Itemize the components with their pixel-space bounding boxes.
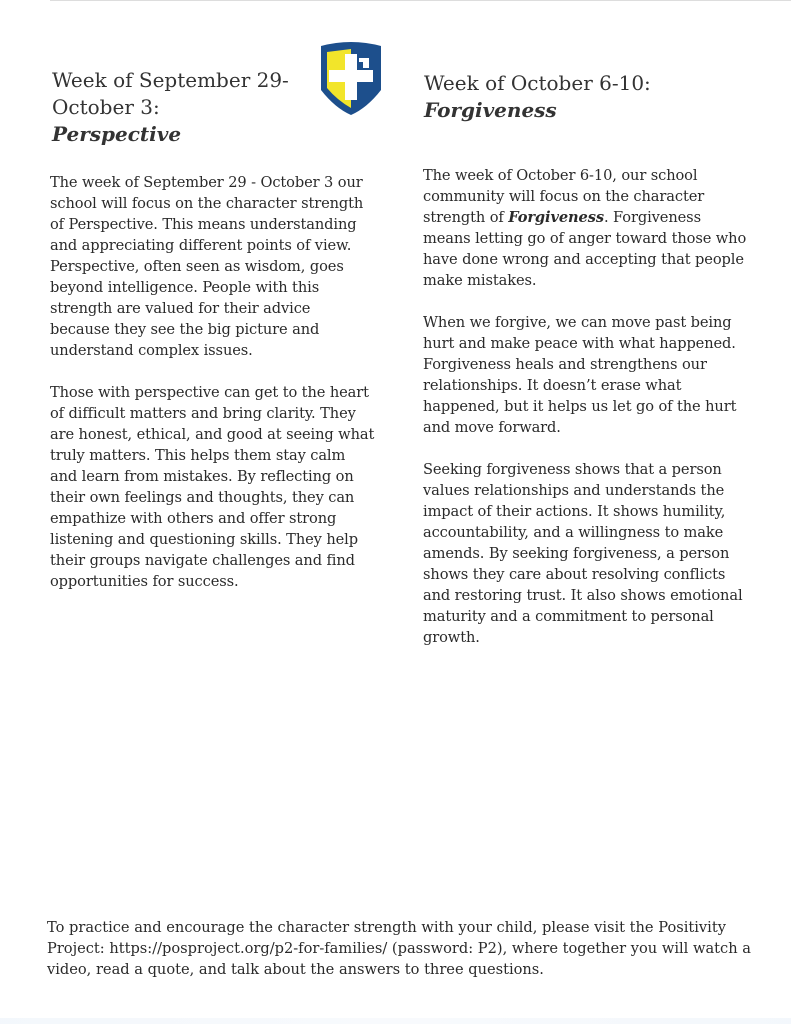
- footer-note: [47, 917, 751, 980]
- text-line: have done wrong and accepting that people: [423, 251, 744, 268]
- heading-line: Week of October 6-10:: [424, 71, 651, 95]
- text-line: maturity and a commitment to personal: [423, 608, 714, 625]
- paragraph: [423, 312, 746, 438]
- text-line: and learn from mistakes. By reflecting on: [50, 468, 354, 485]
- text-line: make mistakes.: [423, 272, 537, 289]
- text-line: are honest, ethical, and good at seeing what: [50, 426, 375, 443]
- text-run: . Forgiveness: [603, 209, 701, 226]
- text-line: Seeking forgiveness shows that a person: [423, 461, 722, 478]
- text-line: relationships. It doesn’t erase what: [423, 377, 682, 394]
- text-line: hurt and make peace with what happened.: [423, 335, 736, 352]
- scan-edge: [0, 1018, 791, 1024]
- text-line: The week of September 29 - October 3 our: [50, 174, 363, 191]
- text-line: video, read a quote, and talk about the answers to three questions.: [47, 961, 544, 978]
- text-line: truly matters. This helps them stay calm: [50, 447, 346, 464]
- text-line: values relationships and understands the: [423, 482, 725, 499]
- text-line: impact of their actions. It shows humility,: [423, 503, 726, 520]
- text-line: listening and questioning skills. They help: [50, 531, 358, 548]
- text-line: understand complex issues.: [50, 342, 253, 359]
- text-line: When we forgive, we can move past being: [423, 314, 732, 331]
- strength-title: Perspective: [52, 122, 182, 146]
- text-line: of Perspective. This means understanding: [50, 216, 357, 233]
- paragraph: [423, 165, 746, 291]
- text-line: and appreciating different points of view.: [50, 237, 352, 254]
- heading-line: October 3:: [52, 95, 160, 119]
- text-line: Project: https://posproject.org/p2-for-families/ (password: P2), where together you will watch a: [47, 940, 751, 957]
- strength-title: Forgiveness: [424, 98, 557, 122]
- text-line: strength are valued for their advice: [50, 300, 311, 317]
- left-column: [50, 172, 374, 613]
- text-line: The week of October 6-10, our school: [423, 167, 698, 184]
- text-line: community will focus on the character: [423, 188, 705, 205]
- text-line: Forgiveness heals and strengthens our: [423, 356, 707, 373]
- shield-cross-icon: [317, 40, 385, 116]
- text-line: shows they care about resolving conflicts: [423, 566, 726, 583]
- text-line: and move forward.: [423, 419, 561, 436]
- text-line: because they see the big picture and: [50, 321, 320, 338]
- text-line: Perspective, often seen as wisdom, goes: [50, 258, 344, 275]
- text-line: empathize with others and offer strong: [50, 510, 337, 527]
- text-line: amends. By seeking forgiveness, a person: [423, 545, 730, 562]
- text-line: opportunities for success.: [50, 573, 239, 590]
- text-run: strength of: [423, 209, 509, 226]
- right-heading: [424, 70, 651, 124]
- text-line: To practice and encourage the character strength with your child, please visit the Positivity: [47, 919, 726, 936]
- paragraph: [50, 172, 374, 361]
- text-line: accountability, and a willingness to make: [423, 524, 724, 541]
- heading-line: Week of September 29-: [52, 68, 289, 92]
- right-column: [423, 165, 746, 669]
- paragraph: [423, 459, 746, 648]
- text-line: [423, 207, 746, 228]
- text-line: their groups navigate challenges and find: [50, 552, 355, 569]
- scan-edge: [50, 0, 791, 1]
- text-line: means letting go of anger toward those who: [423, 230, 747, 247]
- strength-name: Forgiveness: [508, 209, 604, 226]
- text-line: their own feelings and thoughts, they can: [50, 489, 355, 506]
- left-heading: [52, 67, 289, 148]
- text-line: Those with perspective can get to the heart: [50, 384, 369, 401]
- text-line: and restoring trust. It also shows emotional: [423, 587, 743, 604]
- text-line: school will focus on the character strength: [50, 195, 364, 212]
- text-line: growth.: [423, 629, 480, 646]
- paragraph: [50, 382, 374, 592]
- text-line: of difficult matters and bring clarity. They: [50, 405, 356, 422]
- text-line: happened, but it helps us let go of the hurt: [423, 398, 737, 415]
- text-line: beyond intelligence. People with this: [50, 279, 320, 296]
